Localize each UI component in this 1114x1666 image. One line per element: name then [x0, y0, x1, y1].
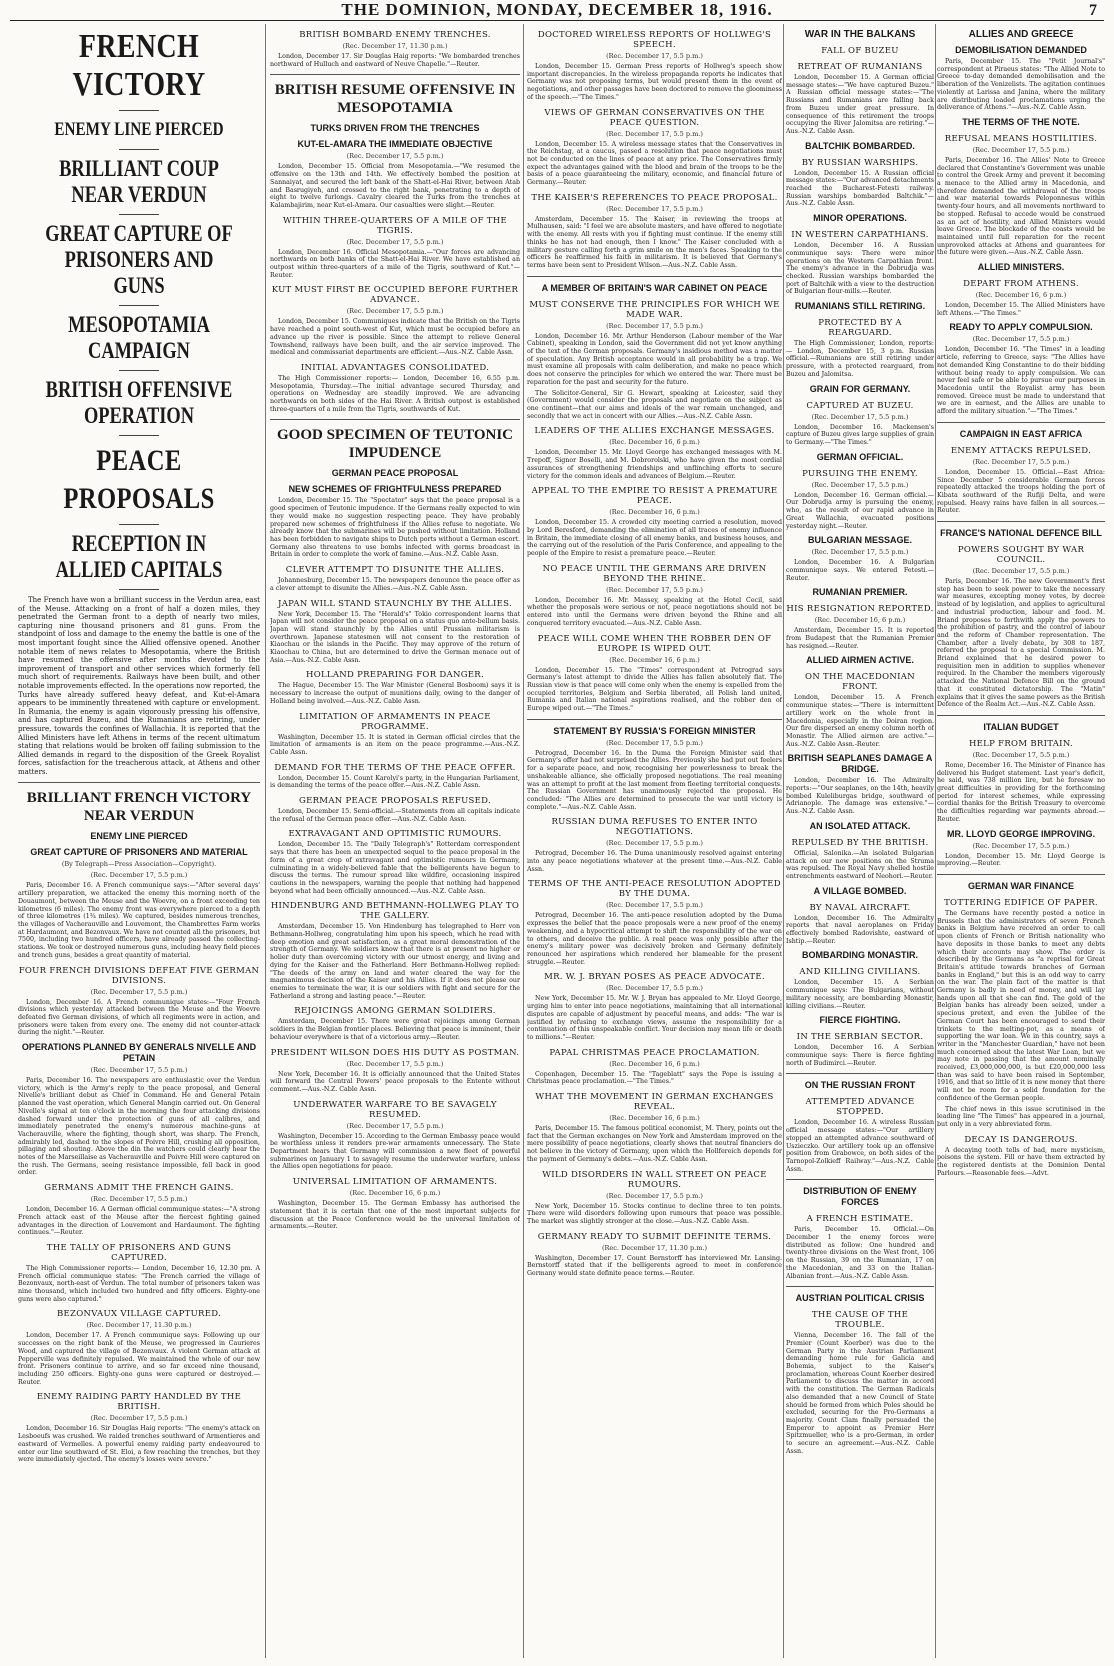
subheading: VIEWS OF GERMAN CONSERVATIVES ON THE PEACE QUESTION. — [544, 107, 765, 128]
received-date: (Rec. December 17, 11.30 p.m.) — [601, 1243, 707, 1252]
subheading: AN ISOLATED ATTACK. — [809, 820, 911, 831]
headline: GOOD SPECIMEN OF TEUTONIC IMPUDENCE — [276, 427, 513, 462]
article-paragraph: The High Commissioner reports:— London, December 16, 12.30 pm. A French official communique states: "The French carried the village of Bezonvaux, north-east of Verdun. The total number of prisoners taken was nine thousand, which included two hundred and fifty officers. Eighty-one guns were also captured." — [18, 1264, 260, 1303]
subheading: BY NAVAL AIRCRAFT. — [809, 902, 911, 913]
subheading: DECAY IS DANGEROUS. — [964, 1134, 1078, 1145]
subheading: GERMAN OFFICIAL. — [816, 451, 904, 462]
article-paragraph: London, December 16. A Serbian communique says: There is fierce fighting north of Budimirci.—Reuter. — [786, 1044, 934, 1067]
headline: BRILLIANT FRENCH VICTORY NEAR VERDUN — [26, 790, 252, 825]
subheading: TERMS OF THE ANTI-PEACE RESOLUTION ADOPTED BY THE DUMA. — [528, 879, 781, 900]
subheading: UNIVERSAL LIMITATION OF ARMAMENTS. — [292, 1177, 498, 1188]
subheading: MR. LLOYD GEORGE IMPROVING. — [946, 828, 1095, 839]
subheading: THE TALLY OF PRISONERS AND GUNS CAPTURED. — [46, 1242, 232, 1263]
article-paragraph: Amsterdam, December 15. It is reported from Budapest that the Rumanian Premier has resigned.—Reuter. — [786, 627, 934, 650]
subheading: ITALIAN BUDGET — [983, 721, 1059, 732]
subheading: READY TO APPLY COMPULSION. — [949, 322, 1093, 333]
subheading: GERMAN PEACE PROPOSALS REFUSED. — [299, 796, 491, 807]
article-paragraph: London, December 15. Mr. Lloyd George has exchanged messages with M. Trepoff, Signor Boselli, and M. Dobrorolski, who have given the most cordial assurances of strengthening friendships and unflinching efforts to secure victory for the common ideals and advances of Belgium.—Reuter. — [527, 449, 782, 480]
received-date: (Rec. December 17, 5.5 p.m.) — [606, 129, 703, 138]
subheading: BEZONVAUX VILLAGE CAPTURED. — [56, 1309, 222, 1320]
article-paragraph: Rome, December 16. The Minister of Finance has delivered his Budget statement. Last year's deficit, he said, was 738 million lire, but he foresaw no great difficulties in providing for the forthcoming period for interest schemes, while expressing cordial thanks for the British Treasury to overcome the difficulties regarding war payments abroad.—Reuter. — [937, 761, 1105, 823]
subheading: LEADERS OF THE ALLIES EXCHANGE MESSAGES. — [534, 426, 775, 437]
received-date: (Rec. December 17, 5.5 p.m.) — [606, 585, 703, 594]
subheading: THE TERMS OF THE NOTE. — [962, 116, 1080, 127]
subheading: ENEMY LINE PIERCED — [90, 831, 188, 842]
subheading: GREAT CAPTURE OF PRISONERS AND MATERIAL — [30, 847, 248, 858]
divider — [786, 1179, 934, 1180]
subheading: HOLLAND PREPARING FOR DANGER. — [305, 670, 484, 681]
divider — [119, 149, 159, 150]
divider — [786, 1286, 934, 1287]
article-paragraph: London, December 16. The Admiralty reports that naval aeroplanes on Friday effectively bombed Radovishte, eastward of Ishtip.—Reuter. — [786, 914, 934, 945]
subheading: GERMAN WAR FINANCE — [968, 881, 1074, 891]
article-paragraph: New York, December 15. Mr. W. J. Bryan has appealed to Mr. Lloyd George, urging him to enter into peace negotiations, maintaining that all international disputes are capable of adjustment by peaceful means, and adds: "The war is justified by refusing to exchange views, assume the responsibility for a continuation of this unspeakable conflict. Your decision may mean life or death to millions."—Reuter. — [527, 995, 782, 1041]
advertisement-paragraph: A decaying tooth tells of bad, mere mysticism, poisons the system. Fill or have them extracted by the registered dentists at the Dominion Dental Parlours.—Reasonable fees.—Advt. — [937, 1146, 1105, 1177]
subheading: FIERCE FIGHTING. — [819, 1015, 901, 1026]
divider — [937, 422, 1105, 423]
subheading: RETREAT OF RUMANIANS — [797, 62, 923, 72]
headline-peace-proposals: PEACE PROPOSALS — [63, 444, 215, 515]
divider — [119, 435, 159, 436]
headline: MESOPOTAMIA CAMPAIGN — [68, 312, 210, 363]
received-date: (Rec. December 16, 6 p.m.) — [609, 1059, 700, 1068]
divider — [270, 419, 520, 420]
subheading: REPULSED BY THE BRITISH. — [791, 837, 929, 848]
article-paragraph: Washington, December 15. According to the German Embassy peace would be worthless unless it renders pre-war armaments unnecessary. The State Department hears that Germany will commission a new fleet of powerful submarines on January 1 to savagely resume the underwater warfare, unless the Allies open negotiations for peace. — [270, 1132, 520, 1171]
divider — [937, 521, 1105, 522]
article-paragraph: London, December 15. Semi-official.—Statements from all capitals indicate the refusal of the German peace offer.—Aus.-N.Z. Cable Assn. — [270, 808, 520, 823]
subheading: CLEVER ATTEMPT TO DISUNITE THE ALLIES. — [285, 565, 505, 576]
divider — [119, 110, 159, 111]
received-date: (Rec. December 17, 5.5 p.m.) — [346, 307, 444, 316]
subheading: RUMANIAN PREMIER. — [812, 587, 908, 598]
divider — [119, 370, 159, 371]
article-paragraph: London, December 16. A French communique states:—"Four French divisions which yesterday attacked between the Meuse and the Woevre defeated five German divisions, of which all regiments were in action, and prisoners were taken from every one. The enemy did not counter-attack during the night."—Reuter. — [18, 998, 260, 1037]
received-date: (Rec. December 17, 5.5 p.m.) — [346, 1121, 444, 1130]
article-paragraph: London, December 16. German official.—Our Dobrudja army is pursuing the enemy, who, as the result of our rapid advance in Great Wallachia, evacuated positions yesterday night.—Reuter. — [786, 491, 934, 530]
received-date: (Rec. December 17, 5.5 p.m.) — [346, 152, 444, 161]
subheading: GRAIN FOR GERMANY. — [809, 383, 911, 394]
article-paragraph: London, December 16. Sir Douglas Haig reports: "The enemy's attack on Lesboeufs was crushed. We raided trenches southward of Armentieres and eastward of Vermelles. A powerful enemy raiding party endeavoured to enter our line southward of St. Eloi, a few reaching the trenches, but they were immediately ejected. The enemy's losses were severe." — [18, 1425, 260, 1464]
subheading: NO PEACE UNTIL THE GERMANS ARE DRIVEN BEYOND THE RHINE. — [542, 563, 767, 584]
article-paragraph: London, December 17. A French communique says: Following up our successes on the right bank of the Meuse, we progressed in Caurieres Wood, and captured the village of Bezonvaux. A violent German attack at Pepperville was definitely repulsed. We maintained the whole of our new front. Prisoners continue to arrive, and so far exceed nine thousand, including 250 officers. Eighty-one guns were captured or destroyed.—Reuter. — [18, 1332, 260, 1386]
column-divider — [265, 24, 266, 1658]
column-3 — [527, 24, 782, 1660]
received-date: (Rec. December 17, 5.5 p.m.) — [972, 457, 1070, 466]
received-date: (Rec. December 17, 5.5 p.m.) — [346, 1059, 444, 1068]
subheading: BRITISH BOMBARD ENEMY TRENCHES. — [299, 30, 491, 40]
article-paragraph: Paris, December 16. The Allies' Note to Greece declared that Constantine's Government was unable to control the Greek Army and prevent it becoming a menace to the Allied army in Macedonia, and therefore demanded the withdrawal of the troops and war material towards Peloponnesus within twenty-four hours, and all movements northward to be stopped. Refusal to accede would be construed as an act of hostility, and Allied Ministers would leave Greece. The blockade of the coasts would be maintained until full reparation for the recent unprovoked attacks at Athens and guarantees for the future were given.—Aus.-N.Z. Cable Assn. — [937, 156, 1105, 257]
article-paragraph: London, December 15. A Serbian communique says: The Bulgarians, without military necessity, are bombarding Monastir, killing civilians.—Reuter. — [786, 979, 934, 1010]
subheading: KUT-EL-AMARA THE IMMEDIATE OBJECTIVE — [297, 139, 493, 150]
subheading: MR. W. J. BRYAN POSES AS PEACE ADVOCATE. — [544, 972, 765, 983]
received-date: (Rec. December 17, 5.5 p.m.) — [606, 738, 703, 747]
article-paragraph: London, December 16. The Admiralty reports:—"Our seaplanes, on the 14th, heavily bombed Kuleliburgas bridge, southward of Adrianople. The damage was extensive."—Aus.-N.Z. Cable Assn. — [786, 777, 934, 816]
received-date: (Rec. December 17, 5.5 p.m.) — [90, 1414, 188, 1423]
article-paragraph: Petrograd, December 16. The anti-peace resolution adopted by the Duma expresses the belief that the peace proposals were a new proof of the enemy weakening, and a hypocritical attempt to shift the responsibility of the war on to others, and deceive the public. A real peace was only possible after the enemy's military power was decisively broken and Germany definitely renounced her aspirations which rendered her blameable for the present struggle.—Reuter. — [527, 912, 782, 966]
column-5 — [937, 24, 1105, 1660]
received-date: (Rec. December 17, 5.5 p.m.) — [606, 52, 703, 60]
headline-french-victory: FRENCH VICTORY — [72, 28, 206, 103]
received-date: (Rec. December 16, 6 p.m.) — [349, 1189, 441, 1198]
received-date: (Rec. December 17, 11.30 p.m.) — [342, 42, 448, 50]
received-date: (Rec. December 17, 5.5 p.m.) — [811, 548, 909, 557]
article-paragraph: Amsterdam, December 15. Von Hindenburg has telegraphed to Herr von Bethmann-Hollweg, congratulating him upon his speech, which he read with deep emotion and great satisfaction, as a great moral demonstration of the strength of Germany. We soldiers know that there is at present no higher or holier duty than overcoming victory with our utmost energy, and living and dying for the Kaiser and the Fatherland. Herr Bethmann-Hollweg replied: "The deeds of the army on land and water cleared the way for the magnanimous decision of the Kaiser and his Allies. If it does not please our enemies to terminate the war, it is our soldiers with fight and secure for the Fatherland a strong and lasting peace."—Reuter. — [270, 923, 520, 1000]
subheading: APPEAL TO THE EMPIRE TO RESIST A PREMATURE PEACE. — [531, 486, 778, 507]
subheading: KUT MUST FIRST BE OCCUPIED BEFORE FURTHER ADVANCE. — [271, 285, 519, 306]
received-date: (Rec. December 16, 6 p.m.) — [609, 438, 700, 447]
headline: BRITISH RESUME OFFENSIVE IN MESOPOTAMIA — [274, 82, 516, 117]
subheading: TOTTERING EDIFICE OF PAPER. — [944, 898, 1098, 908]
subheading: WHAT THE MOVEMENT IN GERMAN EXCHANGES REVEAL. — [535, 1092, 774, 1113]
article-paragraph: London, December 16. A German official communique states:—"A strong French attack east of the Meuse after the fiercest fighting gained advantages in the direction of Louvemont and Hardaumont. The fighting continues."—Reuter. — [18, 1206, 260, 1237]
received-date: (Rec. December 16, 6 p.m.) — [609, 1114, 700, 1123]
subheading: FRANCE'S NATIONAL DEFENCE BILL — [940, 528, 1102, 539]
divider — [119, 214, 159, 215]
article-paragraph: Petrograd, December 16. The Duma unanimously resolved against entering into any peace negotiations whatever at the present time.—Aus.-N.Z. Cable Assn. — [527, 850, 782, 873]
subheading: UNDERWATER WARFARE TO BE SAVAGELY RESUMED. — [293, 1099, 497, 1120]
subheading: AUSTRIAN POLITICAL CRISIS — [795, 1293, 925, 1304]
subheading: A FRENCH ESTIMATE. — [806, 1214, 914, 1225]
subheading: REFUSAL MEANS HOSTILITIES. — [944, 133, 1098, 144]
article-paragraph: Amsterdam, December 15. The Kaiser, in reviewing the troops at Mulhausen, said: "I feel we are absolute masters, and have offered to negotiate with the enemy. All rests with you if fighting must continue. If the enemy still thinks he has not had enough, then I know." The Kaiser concluded with a military gesture calling forth a grim smile on the men's faces. Speaking to the officers he reaffirmed his faith in militarism. It is believed that Germany's terms have been sent to President Wilson.—Aus.-N.Z. Cable Assn. — [527, 215, 782, 269]
received-date: (Rec. December 17, 5.5 p.m.) — [90, 871, 188, 880]
article-paragraph: Washington, December 15. The German Embassy has authorised the statement that it is certain that one of the most important subjects for discussion at the Peace Conference would be the universal limitation of armaments.—Reuter. — [270, 1200, 520, 1231]
received-date: (Rec. December 17, 5.5 p.m.) — [90, 987, 188, 996]
article-paragraph: Copenhagen, December 15. The "Tageblatt" says the Pope is issuing a Christmas peace proclamation.—"The Times." — [527, 1070, 782, 1086]
article-paragraph: The chief news in this issue scrutinised in the leading line "The Times" has appeared in a journal, but only in a very abbreviated form. — [937, 1105, 1105, 1128]
summary-paragraph: The French have won a brilliant success in the Verdun area, east of the Meuse. Attacking on a front of half a dozen miles, they penetrated the German front to a depth of nearly two miles, capturing nine thousand prisoners and 81 guns. From the standpoint of loss and damage to the enemy the battle is one of the most important fought since the Allied offensive opened. Another notable item of news relates to Mesopotamia, where the British have resumed the offensive after months devoted to the improvement of transport and other services which formerly fell much short of requirements. Railways have been built, and other notable improvements effected. In the operations now reported, the Turks have already suffered heavy defeat, and Kut-el-Amara appears to be imminently threatened with capture or envelopment. In Rumania, the enemy is again vigorously pressing his offensive, and has captured Buzeu, and the Rumanians are retiring, under pressure, towards the confines of Wallachia. It is reported that the Allied Ministers have left Athens in terms of the recent ultimatum stating that relations would be broken off failing submission to the Allied demands in regard to the disposition of the Greek Royalist forces, satisfaction for the treacherous attack, at Athens and other matters. — [18, 596, 260, 776]
article-paragraph: Paris, December 16. A French communique says:—"After several days' artillery preparation, we attacked the enemy this morning north of the Douaumont, between the Meuse and the Woevre, on a front exceeding ten kilometres (6 miles). The enemy front was everywhere pierced to a depth of three kilometres (1¾ miles). We captured, besides numerous trenches, the villages of Vacherauville and Louvemont, the Chambrettes Farm works at Hardaumont, and Bezonvaux. We have not counted all the prisoners, but 7500, including two hundred officers, have already passed the collecting-stations. We took or destroyed numerous guns, including heavy field pieces and trench guns, besides a great quantity of material. — [18, 882, 260, 959]
article-paragraph: London, December 16. A Russian communique says: There were minor operations on the Western Carpathian front. The enemy's advance in the Dobrudja was checked. Russian warships bombarded the port of Baltchik with a view to the destruction of Bulgarian flour-mills.—Reuter. — [786, 242, 934, 296]
received-date: (Rec. December 17, 5.5 p.m.) — [811, 480, 909, 489]
subheading: BY RUSSIAN WARSHIPS. — [801, 157, 919, 168]
article-paragraph: New York, December 16. It is officially announced that the United States will forward the Central Powers' peace proposals to the Entente without comment.—Aus.-N.Z. Cable Assn. — [270, 1070, 520, 1093]
subheading: JAPAN WILL STAND STAUNCHLY BY THE ALLIES. — [278, 598, 512, 609]
subheading: LIMITATION OF ARMAMENTS IN PEACE PROGRAMME. — [299, 711, 491, 732]
article-paragraph: London, December 16. "The Times" in a leading article, referring to Greece, says: "The Allies have not demanded King Constantine to do their bidding without being ready to apply compulsion. We can never feel safe or be able to pursue our purposes in Macedonia until the Royalist army has been removed. Greece must be made to understand that we are in earnest, and the Allies are unable to afford the military situation."—"The Times." — [937, 346, 1105, 416]
subheading: STATEMENT BY RUSSIA'S FOREIGN MINISTER — [553, 725, 756, 736]
article-paragraph: London, December 15. A Russian official message states:—"Our advanced detachments reached the Bucharest-Fetesti railway. Russian warships bombarded Baltchik."—Aus.-N.Z. Cable Assn. — [786, 169, 934, 208]
article-paragraph: London, December 16. A Bulgarian communique says. We entered Fetesti.—Reuter. — [786, 559, 934, 582]
subheading: NEW SCHEMES OF FRIGHTFULNESS PREPARED — [288, 484, 502, 495]
article-paragraph: London, December 15. The "Times" correspondent at Petrograd says Germany's latest attempt to divide the Allies has fallen absolutely flat. The Russian view is that peace will come only when the enemy is expelled from the occupied territories, Belgium and Serbia liberated, all Polish land united, Rumania and Italian national aspirations realised, and the robber den of Europe wiped out.—"The Times." — [527, 666, 782, 713]
subheading: GERMAN PEACE PROPOSAL — [331, 468, 459, 479]
divider — [527, 276, 782, 277]
subheading: ALLIED AIRMEN ACTIVE. — [806, 655, 914, 666]
subheading: PRESIDENT WILSON DOES HIS DUTY AS POSTMAN. — [270, 1047, 520, 1058]
headline: BRITISH OFFENSIVE OPERATION — [45, 377, 233, 428]
article-paragraph: The High Commissioner reports:— London, December 16, 6.55 p.m. Mesopotamia, Thursday.—The initial advantage secured Thursday, and operations on Wednesday are steadily improved. We are advancing northwards on both sides of the Hai River. A British outpost is established three-quarters of a mile from the Tigris, southwards of Kut. — [270, 374, 520, 413]
article-paragraph: Paris, December 16. The new Government's first step has been to seek power to take the necessary war measures, excepting money votes, by decree instead of by legislation, and applies to agricultural and industrial production, labour and food. M. Briand proposes to forthwith apply the powers to the prohibition of pastry, and the control of labour and the reform of Chamber representation. The Chamber, after a lively debate, by 308 to 187, referred the proposal to a special Commission. M. Briand explained that he desired power to requisition men in addition to supplies whenever required. In the Chamber the members vigorously attacked the National Defence Bill on the ground that it constituted dictatorship. The "Matin" explains that it gives the same powers as the British Defence of the Realm Act.—Aus.-N.Z. Cable Assn. — [937, 578, 1105, 709]
article-paragraph: London, December 15. Count Karolyi's party, in the Hungarian Parliament, is demanding the terms of the peace offer.—Aus.-N.Z. Cable Assn. — [270, 774, 520, 790]
subheading: DOCTORED WIRELESS REPORTS OF HOLLWEG'S SPEECH. — [537, 30, 772, 50]
divider — [937, 874, 1105, 875]
subheading: ATTEMPTED ADVANCE STOPPED. — [805, 1097, 915, 1118]
article-paragraph: London, December 15. Communiques indicate that the British on the Tigris have reached a point south-west of Kut, which must be occupied before an advance up the river is possible. Since the attempt to relieve General Townshend, railways have been built, and the air service improved. The medical and commissariat departments are efficient.—Aus.-N.Z. Cable Assn. — [270, 318, 520, 357]
subheading: WITHIN THREE-QUARTERS OF A MILE OF THE TIGRIS. — [283, 215, 507, 236]
received-date: (Rec. December 17, 5.5 p.m.) — [90, 1195, 188, 1204]
article-paragraph: London, December 15. Official from Mesopotamia.—"We resumed the offensive on the 13th and 14th. We effectively bombed the position at Sannaiyat, and secured the left bank of the Shatt-el-Hai River, between Atab and Basrugiyeh, and crossed to the right bank, penetrating to a depth of eight to twelve furlongs. Cavalry cleared the Turks from the trenches at Kalambajirim, near Kut-el-Amara. Our casualties were slight.—Reuter. — [270, 163, 520, 209]
subheading: HIS RESIGNATION REPORTED. — [786, 604, 934, 615]
column-divider — [935, 24, 936, 1658]
received-date: (Rec. December 16, 6 p.m.) — [609, 655, 700, 664]
subheading: CAPTURED AT BUZEU. — [806, 400, 914, 411]
article-paragraph: Washington, December 17. Count Bernstorff has interviewed Mr. Lansing. Bernstorff stated that if the belligerents agreed to meet in conference Germany would state definite peace terms.—Reuter. — [527, 1254, 782, 1278]
received-date: (Rec. December 17, 5.5 p.m.) — [811, 412, 909, 421]
subheading: PURSUING THE ENEMY. — [802, 468, 918, 479]
subheading: RUSSIAN DUMA REFUSES TO ENTER INTO NEGOTIATIONS. — [551, 817, 758, 838]
byline: (By Telegraph—Press Association—Copyright). — [61, 860, 217, 869]
subheading: ON THE RUSSIAN FRONT — [804, 1080, 916, 1091]
subheading: ALLIED MINISTERS. — [977, 262, 1065, 273]
subheading: TURKS DRIVEN FROM THE TRENCHES — [310, 123, 480, 134]
subheading: DEMAND FOR THE TERMS OF THE PEACE OFFER. — [274, 762, 516, 773]
subheading: THE CAUSE OF THE TROUBLE. — [811, 1310, 909, 1331]
article-paragraph: London, December 16. Mr. Massey, speaking at the Hotel Cecil, said whether the proposals were serious or not, peace negotiations should not be entered into until the Germans were driven beyond the Rhine and all conquered territory evacuated.—Aus.-N.Z. Cable Assn. — [527, 596, 782, 627]
subheading: GERMANY READY TO SUBMIT DEFINITE TERMS. — [537, 1231, 772, 1242]
subheading: ENEMY RAIDING PARTY HANDLED BY THE BRITISH. — [36, 1392, 242, 1413]
column-2 — [270, 24, 520, 1660]
received-date: (Rec. December 17, 5.5 p.m.) — [606, 901, 703, 910]
subheading: FALL OF BUZEU — [821, 46, 899, 56]
article-paragraph: New York, December 15. The "Herald's" Tokio correspondent learns that Japan will not consider the peace proposal on a status quo ante-bellum basis. Japan will stand staunchly by the Allies until Prussian militarism is overthrown. Japanese statesmen will not consent to the restoration of Kiaochau or the islands in the Pacific. They may approve of the return of Kiaochau to China, but are determined to drive the German menace out of Asia.—Aus.-N.Z. Cable Assn. — [270, 610, 520, 664]
subheading: BOMBARDING MONASTIR. — [802, 950, 918, 961]
subheading: GERMANS ADMIT THE FRENCH GAINS. — [44, 1183, 234, 1194]
headline: RECEPTION IN ALLIED CAPITALS — [55, 531, 223, 582]
divider — [270, 74, 520, 75]
masthead-rule — [10, 20, 1104, 21]
received-date: (Rec. December 17, 5.5 p.m.) — [972, 145, 1070, 154]
divider — [18, 782, 260, 783]
subheading: DISTRIBUTION OF ENEMY FORCES — [803, 1186, 917, 1208]
article-paragraph: London, December 15. The "Spectator" says that the peace proposal is a good specimen of Teutonic impudence. If the Germans really expected to win they would make no suggestion respecting peace. They have probably prepared new schemes of frightfulness if the Allies refuse to negotiate. We already know that the submarines will be pushed without limitation. Holland has been forbidden to navigate ships to Dutch ports without a German escort. Germany also threatens to use bombs infected with germs broadcast in Britain in order to complete the work of famine.—Aus.-N.Z. Cable Assn. — [270, 497, 520, 559]
subheading: DEMOBILISATION DEMANDED — [955, 45, 1087, 55]
masthead-title: THE DOMINION, MONDAY, DECEMBER 18, 1916. — [341, 0, 773, 19]
divider — [119, 305, 159, 306]
headline: BRILLIANT COUP NEAR VERDUN — [59, 156, 219, 207]
subheading: IN WESTERN CARPATHIANS. — [791, 230, 929, 241]
subheading: POWERS SOUGHT BY WAR COUNCIL. — [957, 545, 1085, 566]
article-paragraph: The Hague, December 15. The War Minister (General Bosboom) says it is necessary to increase the output of munitions daily, owing to the danger of Holland being involved.—Aus.-N.Z. Cable Assn. — [270, 682, 520, 705]
subheading: PROTECTED BY A REARGUARD. — [818, 318, 902, 339]
article-paragraph: Johannesburg, December 15. The newspapers denounce the peace offer as a clever attempt to disunite the Allies.—Aus.-N.Z. Cable Assn. — [270, 577, 520, 592]
received-date: (Rec. December 17, 5.5 p.m.) — [346, 237, 444, 246]
article-paragraph: Amsterdam, December 15. There were great rejoicings among German soldiers in the Belgian frontier places. Believing that peace is imminent, their behaviour everywhere is that of a victorious army.—Reuter. — [270, 1018, 520, 1041]
received-date: (Rec. December 16, 6 p.m.) — [814, 616, 906, 625]
article-paragraph: Petrograd, December 16. In the Duma the Foreign Minister said that Germany's offer had not surprised the Allies. Previously she had put out feelers for a separate peace, and now, recognising her powerlessness to break the unshakeable alliance, she officially proposed negotiations. The real meaning was an attempt to profit at the last moment from fleeting territorial conquests. The Russian Government has unanimously rejected the proposal. He concluded: "The Allies are determined to prosecute the war until victory is complete."—Aus.-N.Z. Cable Assn. — [527, 749, 782, 811]
subheading: HINDENBURG AND BETHMANN-HOLLWEG PLAY TO THE GALLERY. — [270, 901, 520, 922]
subheading: PEACE WILL COME WHEN THE ROBBER DEN OF EUROPE IS WIPED OUT. — [537, 633, 772, 654]
article-paragraph: London, December 15. A crowded city meeting carried a resolution, moved by Lord Beresford, demanding the elimination of all traces of enemy influence in Britain, the immediate closing of all enemy banks, and business houses, and the carrying out of the resolution of the Paris Conference, and appealing to the people of the Empire to resist a premature peace.—Reuter. — [527, 519, 782, 558]
subheading: EXTRAVAGANT AND OPTIMISTIC RUMOURS. — [288, 829, 502, 840]
subheading: A VILLAGE BOMBED. — [813, 885, 907, 896]
received-date: (Rec. December 17, 5.5 p.m.) — [606, 1191, 703, 1200]
column-4 — [786, 24, 934, 1660]
subheading: CAMPAIGN IN EAST AFRICA — [959, 428, 1083, 439]
divider — [119, 589, 159, 590]
headline: GREAT CAPTURE OF PRISONERS AND GUNS — [45, 221, 233, 298]
headline: ENEMY LINE PIERCED — [54, 119, 224, 140]
divider — [786, 1073, 934, 1074]
received-date: (Rec. December 17, 5.5 p.m.) — [606, 839, 703, 848]
article-paragraph: London, December 15. A German official message states:—"We have captured Buzeu." A Russian official message states:—"The Russians and Rumanians are falling back from Buzeu under great pressure. In consequence of this retirement the troops occupying the River Jalomitsa are retiring."—Aus.-N.Z. Cable Assn. — [786, 74, 934, 135]
received-date: (Rec. December 17, 5.5 p.m.) — [606, 984, 703, 993]
article-paragraph: Vienna, December 16. The fall of the Premier (Count Koerber) was due to the German Party in the Austrian Parliament demanding home rule for Galicia and Bohemia, subject to the Kaiser's proclamation, whereas Count Koerber desired Parliament to discuss the matter in accord with the constitution. The German Radicals also demanded that a new Council of State should be formed from which Poles should be excluded, securing for the Pro-Germans a majority. Count Clam finally persuaded the Emperor to appoint as Premier Herr Spitzmueller, who is a pro-German, in order to secure an agreement.—Aus.-N.Z. Cable Assn. — [786, 1332, 934, 1455]
article-paragraph: Washington, December 15. It is stated in German official circles that the limitation of armaments is an item on the peace programme.—Aus.-N.Z. Cable Assn. — [270, 733, 520, 756]
subheading: ON THE MACEDONIAN FRONT. — [805, 672, 915, 693]
column-1 — [18, 24, 260, 1660]
subheading: INITIAL ADVANTAGES CONSOLIDATED. — [300, 362, 490, 373]
article-paragraph: London, December 17. Sir Douglas Haig reports: "We bombarded trenches northward of Hulluch and eastward of Neuve Chapelle."—Reuter. — [270, 53, 520, 68]
article-paragraph: London, December 15. A wireless message states that the Conservatives in the Reichstag, at a caucus, passed a resolution that peace negotiations must not be conducted on the lines of peace at any price. The Conservatives firmly expect the advantages gained with the blood and brain of the troops to be the basis of a peace guaranteeing the military, economic, and financial future of Germany.—Reuter. — [527, 140, 782, 187]
subheading: MINOR OPERATIONS. — [813, 213, 907, 224]
received-date: (Rec. December 17, 5.5 p.m.) — [90, 1066, 188, 1075]
article-paragraph: The Germans have recently posted a notice in Brussels that the administrators of seven French banks in Belgium have received an order to call upon clients of French or British nationality who have deposits in those banks to meet any debts which their accounts may show. The order is described by the Germans as "a reprisal for Great Britain's attitude towards branches of German banks in England," but this is an odd way to carry on the war. The plain fact of the matter is that Germany is badly in need of money, and will lay hands upon all that she can find. The gold of the Belgian banks has already been seized, under a specious pretext, and even the Jubilee of the German Court has been encouraged to send their trinkets to the melting-pot, as a means of supporting the war loan. We in this country, says a writer in the "Manchester Guardian," have not been much concerned about the latest War Loan, but we may note in passing that the amount nominally received, £3,000,000,000, is but £20,000,000 less than was said to have been raised in September, 1916, and that so little of it is new money that there will not be room for a solid foundation for the confidence of the German people. — [937, 910, 1105, 1102]
page-number: 7 — [1089, 2, 1098, 19]
article-paragraph: London, December 16. Official Mesopotamia.—"Our forces are advancing northwards on both banks of the Shatt-el-Hai River. We have established an outpost within three-quarters of a mile of the Tigris, southward of Kut."—Reuter. — [270, 248, 520, 279]
article-paragraph: London, December 15. The Allied Ministers have left Athens.—"The Times." — [937, 302, 1105, 317]
article-paragraph: London, December 16. Mr. Arthur Henderson (Labour member of the War Cabinet), speaking in London, said the Government did not yet know anything of the text of the German proposals. Germany's insidious method was a matter of speculation. Any British acceptance would in all probability be a trap. We must examine all proposals with calm deliberation, and make no peace which does not conserve the principles for which we entered the war. There must be reparation for the past and security for the future. — [527, 332, 782, 386]
article-paragraph: Paris, December 16. The newspapers are enthusiastic over the Verdun victory, which is the Army's reply to the peace proposal, and General Nivelle's brilliant debut as Chief in Command. He and General Petain planned the vast operation, which General Mangin carried out. On General Nivelle's signal at ten o'clock in the morning the four attacking divisions dashed forward under the protection of guns of all calibres, and immediately penetrated the enemy's numerous machine-guns at Vacherauville, where the fighting, though short, was sharp. The French, admirably led, dashed to the slopes of Poivre Hill, crushing all opposition, pillaging and shouting. Above the din the watchers could clearly hear the notes of the Marseillaise as Vacherauville and Poivre Hill were captured on the rush. The Germans, seeing resistance impossible, fell back in good order. — [18, 1077, 260, 1177]
article-paragraph: London, December 15. German Press reports of Hollweg's speech show important discrepancies. In the wireless propaganda reports he indicates that Germany was not proposing terms, but would present them in the event of negotiations, and other passages have been doctored to remove the gloominess of the speech.—"The Times." — [527, 63, 782, 101]
headline: WAR IN THE BALKANS — [804, 29, 916, 40]
article-paragraph: The Solicitor-General, Sir G. Hewart, speaking at Leicester, said they (Government) would consider the proposals and negotiate on the subject as one continent—that our aims and ideals of the war remain unchanged, and secondly that we act in concert with our Allies.—Aus.-N.Z. Cable Assn. — [527, 389, 782, 420]
article-paragraph: Paris, December 15. Official.—On December 1 the enemy forces were distributed as follow: One hundred and twenty-three divisions on the West front, 106 on the Russian, 39 on the Rumanian, 17 on the Macedonian, and 33 on the Italian-Albanian front.—Aus.-N.Z. Cable Assn. — [786, 1226, 934, 1280]
subheading: BULGARIAN MESSAGE. — [807, 535, 912, 546]
received-date: (Rec. December 17, 5.5 p.m.) — [972, 567, 1070, 576]
subheading: RUMANIANS STILL RETIRING. — [794, 301, 926, 312]
subheading: OPERATIONS PLANNED BY GENERALS NIVELLE AND PETAIN — [21, 1042, 257, 1064]
column-divider — [783, 24, 784, 1658]
divider — [937, 715, 1105, 716]
subheading: AND KILLING CIVILIANS. — [799, 967, 921, 978]
received-date: (Rec. December 17, 5.5 p.m.) — [972, 750, 1070, 759]
received-date: (Rec. December 17, 5.5 p.m.) — [972, 841, 1070, 850]
subheading: HELP FROM BRITAIN. — [968, 738, 1074, 749]
article-paragraph: London, December 15. Official.—East Africa: Since December 5 considerable German forces repeatedly attacked the troops holding the port of Kibata southward of the Rufiji Delta, and were repulsed. Heavy rains have fallen in all sources.—Reuter. — [937, 468, 1105, 515]
subheading: PAPAL CHRISTMAS PEACE PROCLAMATION. — [549, 1047, 760, 1058]
subheading: REJOICINGS AMONG GERMAN SOLDIERS. — [294, 1006, 496, 1017]
subheading: ENEMY ATTACKS REPULSED. — [950, 445, 1092, 456]
subheading: IN THE SERBIAN SECTOR. — [796, 1032, 924, 1043]
subheading: DEPART FROM ATHENS. — [963, 279, 1079, 290]
article-paragraph: London, December 15. A French communique states:—"There is intermittent artillery work on the whole front in Macedonia, especially in the Doiran region. Our fire dispersed an enemy column north of Monastir. The Allied airmen are active."—Aus.-N.Z. Cable Assn.-Reuter. — [786, 694, 934, 748]
article-paragraph: London, December 16. Mackensen's capture of Buzeu gives large supplies of grain to Germany.—"The Times." — [786, 423, 934, 446]
divider — [119, 524, 159, 525]
article-paragraph: The High Commissioner, London, reports:— London, December 15, 3 p.m. Russian official.—Rumanians are still retiring under pressure, with a protected rearguard, from Buzeu and Jalomitsa. — [786, 340, 934, 378]
subheading: MUST CONSERVE THE PRINCIPLES FOR WHICH WE MADE WAR. — [529, 299, 780, 320]
received-date: (Rec. December 17, 5.5 p.m.) — [972, 335, 1070, 344]
received-date: (Rec. December 17, 5.5 p.m.) — [606, 321, 703, 330]
subheading: BRITISH SEAPLANES DAMAGE A BRIDGE. — [787, 753, 933, 775]
article-paragraph: Official, Salonika.—An isolated Bulgarian attack on our new positions on the Struma was repulsed. The Royal Navy shelled hostile entrenchments eastward of Neohori.—Reuter. — [786, 849, 934, 880]
article-paragraph: London, December 15. Mr. Lloyd George is improving.—Reuter. — [937, 852, 1105, 868]
subheading: THE KAISER'S REFERENCES TO PEACE PROPOSAL. — [531, 192, 778, 203]
article-paragraph: Paris, December 15. The "Petit Journal's" correspondent at Piraeus states: "The Allied Note to Greece to-day demanded demobilisation and the liberation of the Venizelists. The agitation continues violently at Larissa and Janina, where the military are distributing loaded proclamations urging the deliverance of Athens."—Aus.-N.Z. Cable Assn. — [937, 58, 1105, 112]
subheading: BALTCHIK BOMBARDED. — [805, 140, 915, 151]
article-paragraph: Paris, December 15. The famous political economist, M. Thery, points out the fact that the German exchanges on New York and Amsterdam improved on the mere possibility of peace negotiations, clearly shows that neutral financiers do not believe in the victory of Germany, upon which the Hollfereich depends for the payment of Germany's debts.—Aus.-N.Z. Cable Assn. — [527, 1125, 782, 1163]
received-date: (Rec. December 17, 5.5 p.m.) — [606, 204, 703, 213]
article-paragraph: New York, December 15. Stocks continue to decline three to ten points. There were wild disorders following upon rumours that peace was possible. The market was slightly stronger at the close.—Aus.-N.Z. Cable Assn. — [527, 1202, 782, 1225]
masthead — [10, 0, 1104, 20]
headline: ALLIES AND GREECE — [968, 29, 1074, 40]
subheading: WILD DISORDERS IN WALL STREET ON PEACE RUMOURS. — [542, 1169, 767, 1190]
column-divider — [523, 24, 524, 1658]
received-date: (Rec. December 16, 6 p.m.) — [609, 508, 700, 517]
subheading: A MEMBER OF BRITAIN'S WAR CABINET ON PEACE — [541, 282, 768, 293]
article-paragraph: London, December 16. A wireless Russian official message states:—"Our artillery stopped an attempted advance southward of Uszieczko. Our artillery took up an offensive position from Grabowce, on both sides of the Tarnopol-Zolkieff Railway."—Aus.-N.Z. Cable Assn. — [786, 1119, 934, 1173]
article-paragraph: London, December 15. The "Daily Telegraph's" Rotterdam correspondent says that there has been an unexpected sequel to the peace proposal in the form of a great crop of extravagant and optimistic rumours in Germany, culminating in a widely-believed fable that the belligerents have begun to discuss the terms. The rumour spread like wildfire, occasioning inspired cautions in the newspapers, warning the people that nothing had happened beyond what had been officially announced.—Aus.-N.Z. Cable Assn. — [270, 841, 520, 895]
received-date: (Rec. December 16, 6 p.m.) — [975, 291, 1067, 300]
divider — [527, 719, 782, 720]
subheading: FOUR FRENCH DIVISIONS DEFEAT FIVE GERMAN DIVISIONS. — [18, 965, 260, 986]
received-date: (Rec. December 17, 11.30 p.m.) — [86, 1321, 192, 1330]
